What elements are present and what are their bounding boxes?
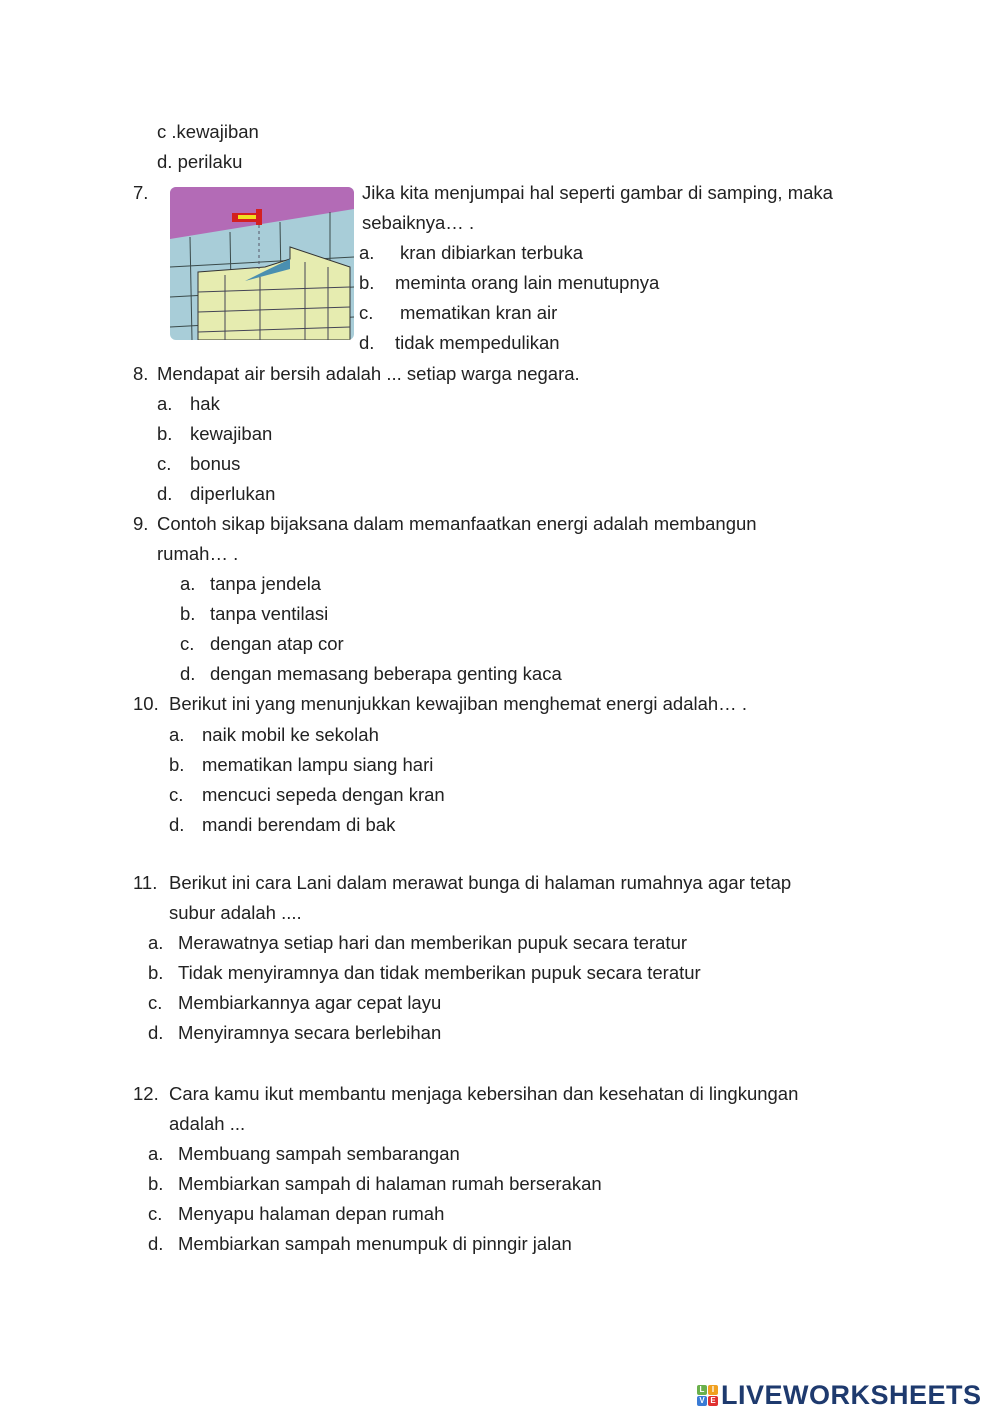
option-text: naik mobil ke sekolah — [202, 724, 379, 745]
option-letter: c. — [169, 784, 184, 805]
question-text: Jika kita menjumpai hal seperti gambar di samping, maka — [362, 182, 833, 203]
question-text: sebaiknya… . — [362, 212, 475, 233]
option-letter: d. — [359, 332, 375, 353]
option-text: mencuci sepeda dengan kran — [202, 784, 445, 805]
option-text: tanpa jendela — [210, 573, 322, 594]
option-letter: b. — [180, 603, 196, 624]
option-text: hak — [190, 393, 220, 414]
option-letter: a. — [148, 1143, 164, 1164]
option-text: meminta orang lain menutupnya — [395, 272, 660, 293]
question-number: 12. — [133, 1083, 159, 1104]
question-number: 10. — [133, 693, 159, 714]
liveworksheets-logo — [697, 1380, 982, 1411]
option-letter: b. — [157, 423, 173, 444]
question-text: Cara kamu ikut membantu menjaga kebersihan dan kesehatan di lingkungan — [169, 1083, 799, 1104]
option-text: c .kewajiban — [157, 121, 259, 142]
option-text: d. perilaku — [157, 151, 243, 172]
option-letter: b. — [148, 1173, 164, 1194]
question-text: Mendapat air bersih adalah ... setiap warga negara. — [157, 363, 580, 384]
option-text: mematikan kran air — [400, 302, 558, 323]
option-letter: c. — [148, 992, 163, 1013]
option-text: Membiarkannya agar cepat layu — [178, 992, 442, 1013]
question-text: Contoh sikap bijaksana dalam memanfaatkan energi adalah membangun — [157, 513, 757, 534]
option-text: dengan atap cor — [210, 633, 344, 654]
option-text: Tidak menyiramnya dan tidak memberikan pupuk secara teratur — [178, 962, 701, 983]
option-letter: b. — [359, 272, 375, 293]
option-text: diperlukan — [190, 483, 276, 504]
logo-cube-icon: L I V E — [697, 1385, 718, 1406]
question-text: Berikut ini yang menunjukkan kewajiban menghemat energi adalah… . — [169, 693, 747, 714]
faucet-basin-illustration — [170, 187, 354, 340]
question-text: rumah… . — [157, 543, 239, 564]
option-text: Membiarkan sampah menumpuk di pinngir jalan — [178, 1233, 572, 1254]
question-text: adalah ... — [169, 1113, 246, 1134]
option-text: Merawatnya setiap hari dan memberikan pupuk secara teratur — [178, 932, 688, 953]
option-text: Menyapu halaman depan rumah — [178, 1203, 445, 1224]
option-letter: a. — [180, 573, 196, 594]
option-letter: a. — [359, 242, 375, 263]
option-letter: d. — [180, 663, 196, 684]
question-number: 11. — [133, 872, 158, 893]
option-text: kran dibiarkan terbuka — [400, 242, 584, 263]
option-text: Membiarkan sampah di halaman rumah berserakan — [178, 1173, 602, 1194]
question-text: subur adalah .... — [169, 902, 302, 923]
option-text: bonus — [190, 453, 241, 474]
option-text: dengan memasang beberapa genting kaca — [210, 663, 562, 684]
option-text: tanpa ventilasi — [210, 603, 329, 624]
option-text: mematikan lampu siang hari — [202, 754, 434, 775]
question-number: 9. — [133, 513, 149, 534]
option-text: Menyiramnya secara berlebihan — [178, 1022, 442, 1043]
question-number: 7. — [133, 182, 149, 203]
option-letter: d. — [157, 483, 173, 504]
option-text: Membuang sampah sembarangan — [178, 1143, 460, 1164]
option-letter: d. — [148, 1233, 164, 1254]
option-letter: b. — [148, 962, 164, 983]
option-letter: a. — [157, 393, 173, 414]
option-letter: c. — [157, 453, 172, 474]
option-letter: c. — [148, 1203, 163, 1224]
option-letter: d. — [148, 1022, 164, 1043]
option-letter: a. — [169, 724, 185, 745]
option-letter: d. — [169, 814, 185, 835]
option-text: tidak mempedulikan — [395, 332, 560, 353]
option-letter: c. — [180, 633, 195, 654]
option-letter: b. — [169, 754, 185, 775]
option-text: mandi berendam di bak — [202, 814, 396, 835]
option-letter: c. — [359, 302, 374, 323]
option-letter: a. — [148, 932, 164, 953]
logo-text: LIVEWORKSHEETS — [721, 1380, 982, 1410]
question-text: Berikut ini cara Lani dalam merawat bunga di halaman rumahnya agar tetap — [169, 872, 792, 893]
question-number: 8. — [133, 363, 149, 384]
option-text: kewajiban — [190, 423, 273, 444]
